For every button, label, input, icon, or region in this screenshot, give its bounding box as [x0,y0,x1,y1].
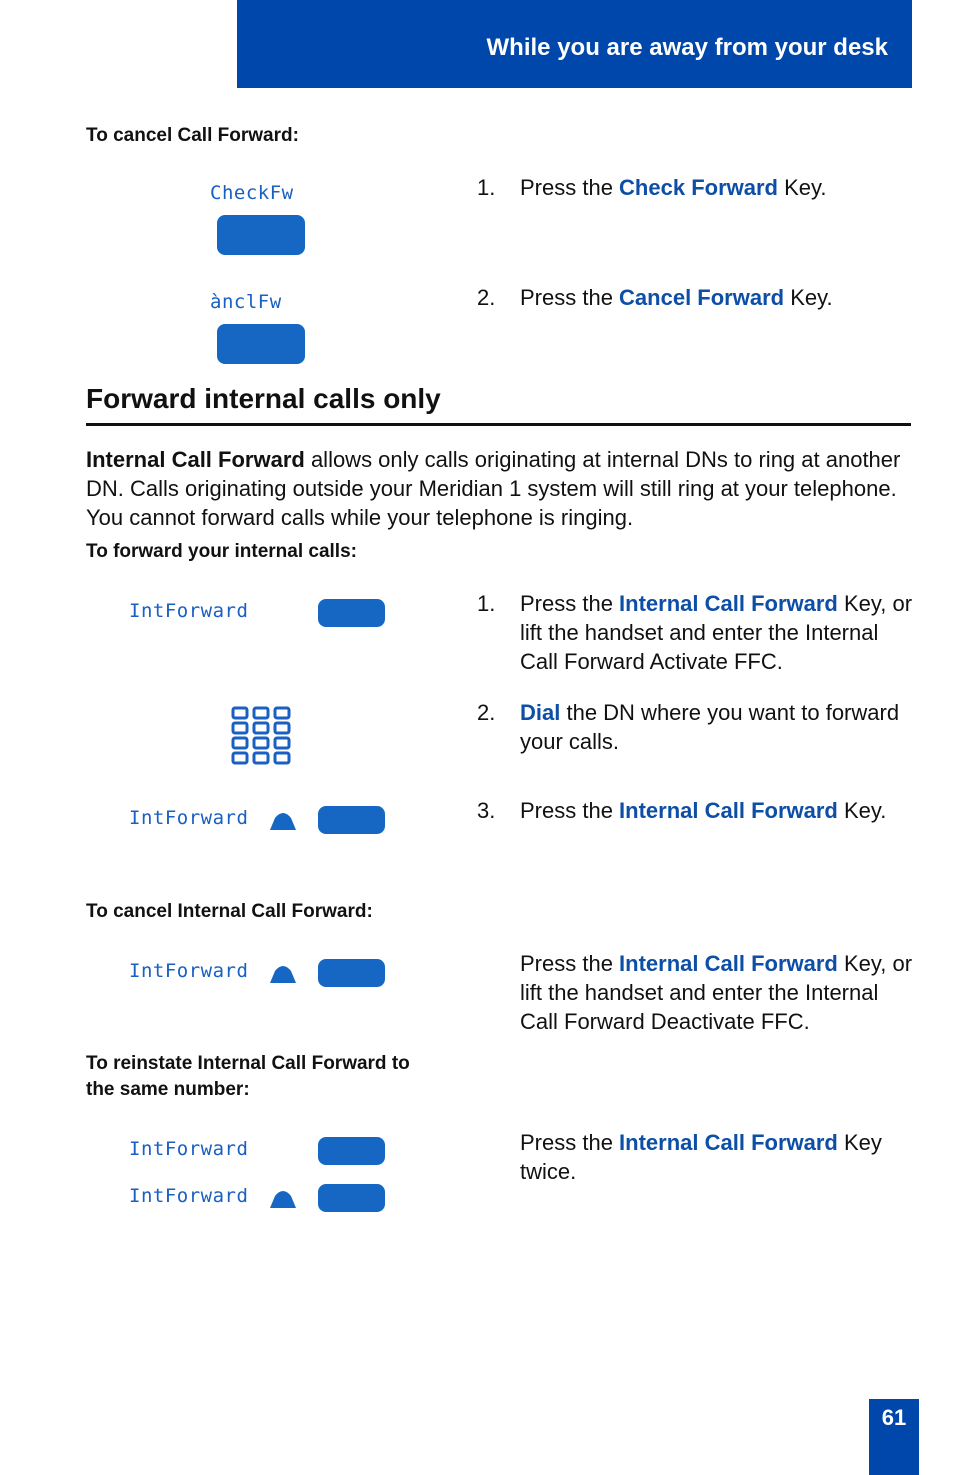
step-number: 2. [477,285,496,310]
step-number: 3. [477,798,496,823]
cancel-icf-text [477,949,917,1036]
internal-call-forward-key[interactable] [318,806,385,834]
step-number: 1. [477,175,496,200]
cancel-call-forward-heading: To cancel Call Forward: [86,125,299,146]
section-title: Forward internal calls only [86,383,441,414]
header-title: While you are away from your desk [486,34,888,61]
step-text: the DN where you want to forward your calls. [520,700,900,754]
forward-step-3 [477,796,917,825]
step-text: Key twice. [520,1130,882,1184]
active-indicator-icon [270,810,296,830]
forward-internal-heading: To forward your internal calls: [86,541,357,562]
key-name: Internal Call Forward [619,591,838,616]
step-text: Press the [520,591,620,616]
cancel-forward-key[interactable] [217,324,305,364]
internal-call-forward-key[interactable] [318,1184,385,1212]
cancel-cf-step-1 [477,173,917,202]
key-name: Internal Call Forward [619,951,838,976]
key-name: Cancel Forward [619,285,785,310]
active-indicator-icon [270,1188,296,1208]
step-number: 1. [477,591,496,616]
step-text: Press the [520,951,620,976]
intro-text: allows only calls originating at internal DNs to ring at another DN. Calls originating outside your Meridian 1 system will still ring at your telephone. You cannot forward calls while your telephone is ringing. [86,447,901,530]
cancel-cf-step-2 [477,283,917,312]
section-intro [86,445,911,532]
forward-step-2 [477,698,917,756]
forward-step-1 [477,589,917,676]
internal-call-forward-key[interactable] [318,959,385,987]
reinstate-text [477,1128,917,1186]
step-text: Press the [520,1130,620,1155]
page-number-box [869,1399,919,1475]
reinstate-heading: To reinstate Internal Call Forward to the same number: [86,1053,410,1100]
step-text: Press the [520,285,620,310]
display-label-intforward: IntForward [129,1185,249,1207]
key-name: Internal Call Forward [619,1130,838,1155]
step-text: Key. [777,175,827,200]
step-text: Key, or lift the handset and enter the Internal Call Forward Activate FFC. [520,591,913,674]
step-text: Key, or lift the handset and enter the Internal Call Forward Deactivate FFC. [520,951,913,1034]
check-forward-key[interactable] [217,215,305,255]
step-number: 2. [477,700,496,725]
display-label-intforward: IntForward [129,1138,249,1160]
active-indicator-icon [270,963,296,983]
key-name: Check Forward [619,175,778,200]
internal-call-forward-key[interactable] [318,1137,385,1165]
page-number: 61 [881,1405,907,1430]
internal-call-forward-key[interactable] [318,599,385,627]
display-label-intforward: IntForward [129,600,249,622]
step-text: Press the [520,175,620,200]
step-text: Key. [837,798,887,823]
key-name: Internal Call Forward [619,798,838,823]
section-divider [86,423,911,426]
key-name: Dial [520,700,561,725]
dialpad-icon [231,706,291,766]
display-label-canclfw: ànclFw [210,291,282,313]
intro-bold-term: Internal Call Forward [86,447,305,472]
header-bar [237,0,912,88]
cancel-icf-heading: To cancel Internal Call Forward: [86,901,373,922]
step-text: Key. [784,285,833,310]
display-label-checkfw: CheckFw [210,182,294,204]
step-text: Press the [520,798,620,823]
display-label-intforward: IntForward [129,960,249,982]
display-label-intforward: IntForward [129,807,249,829]
